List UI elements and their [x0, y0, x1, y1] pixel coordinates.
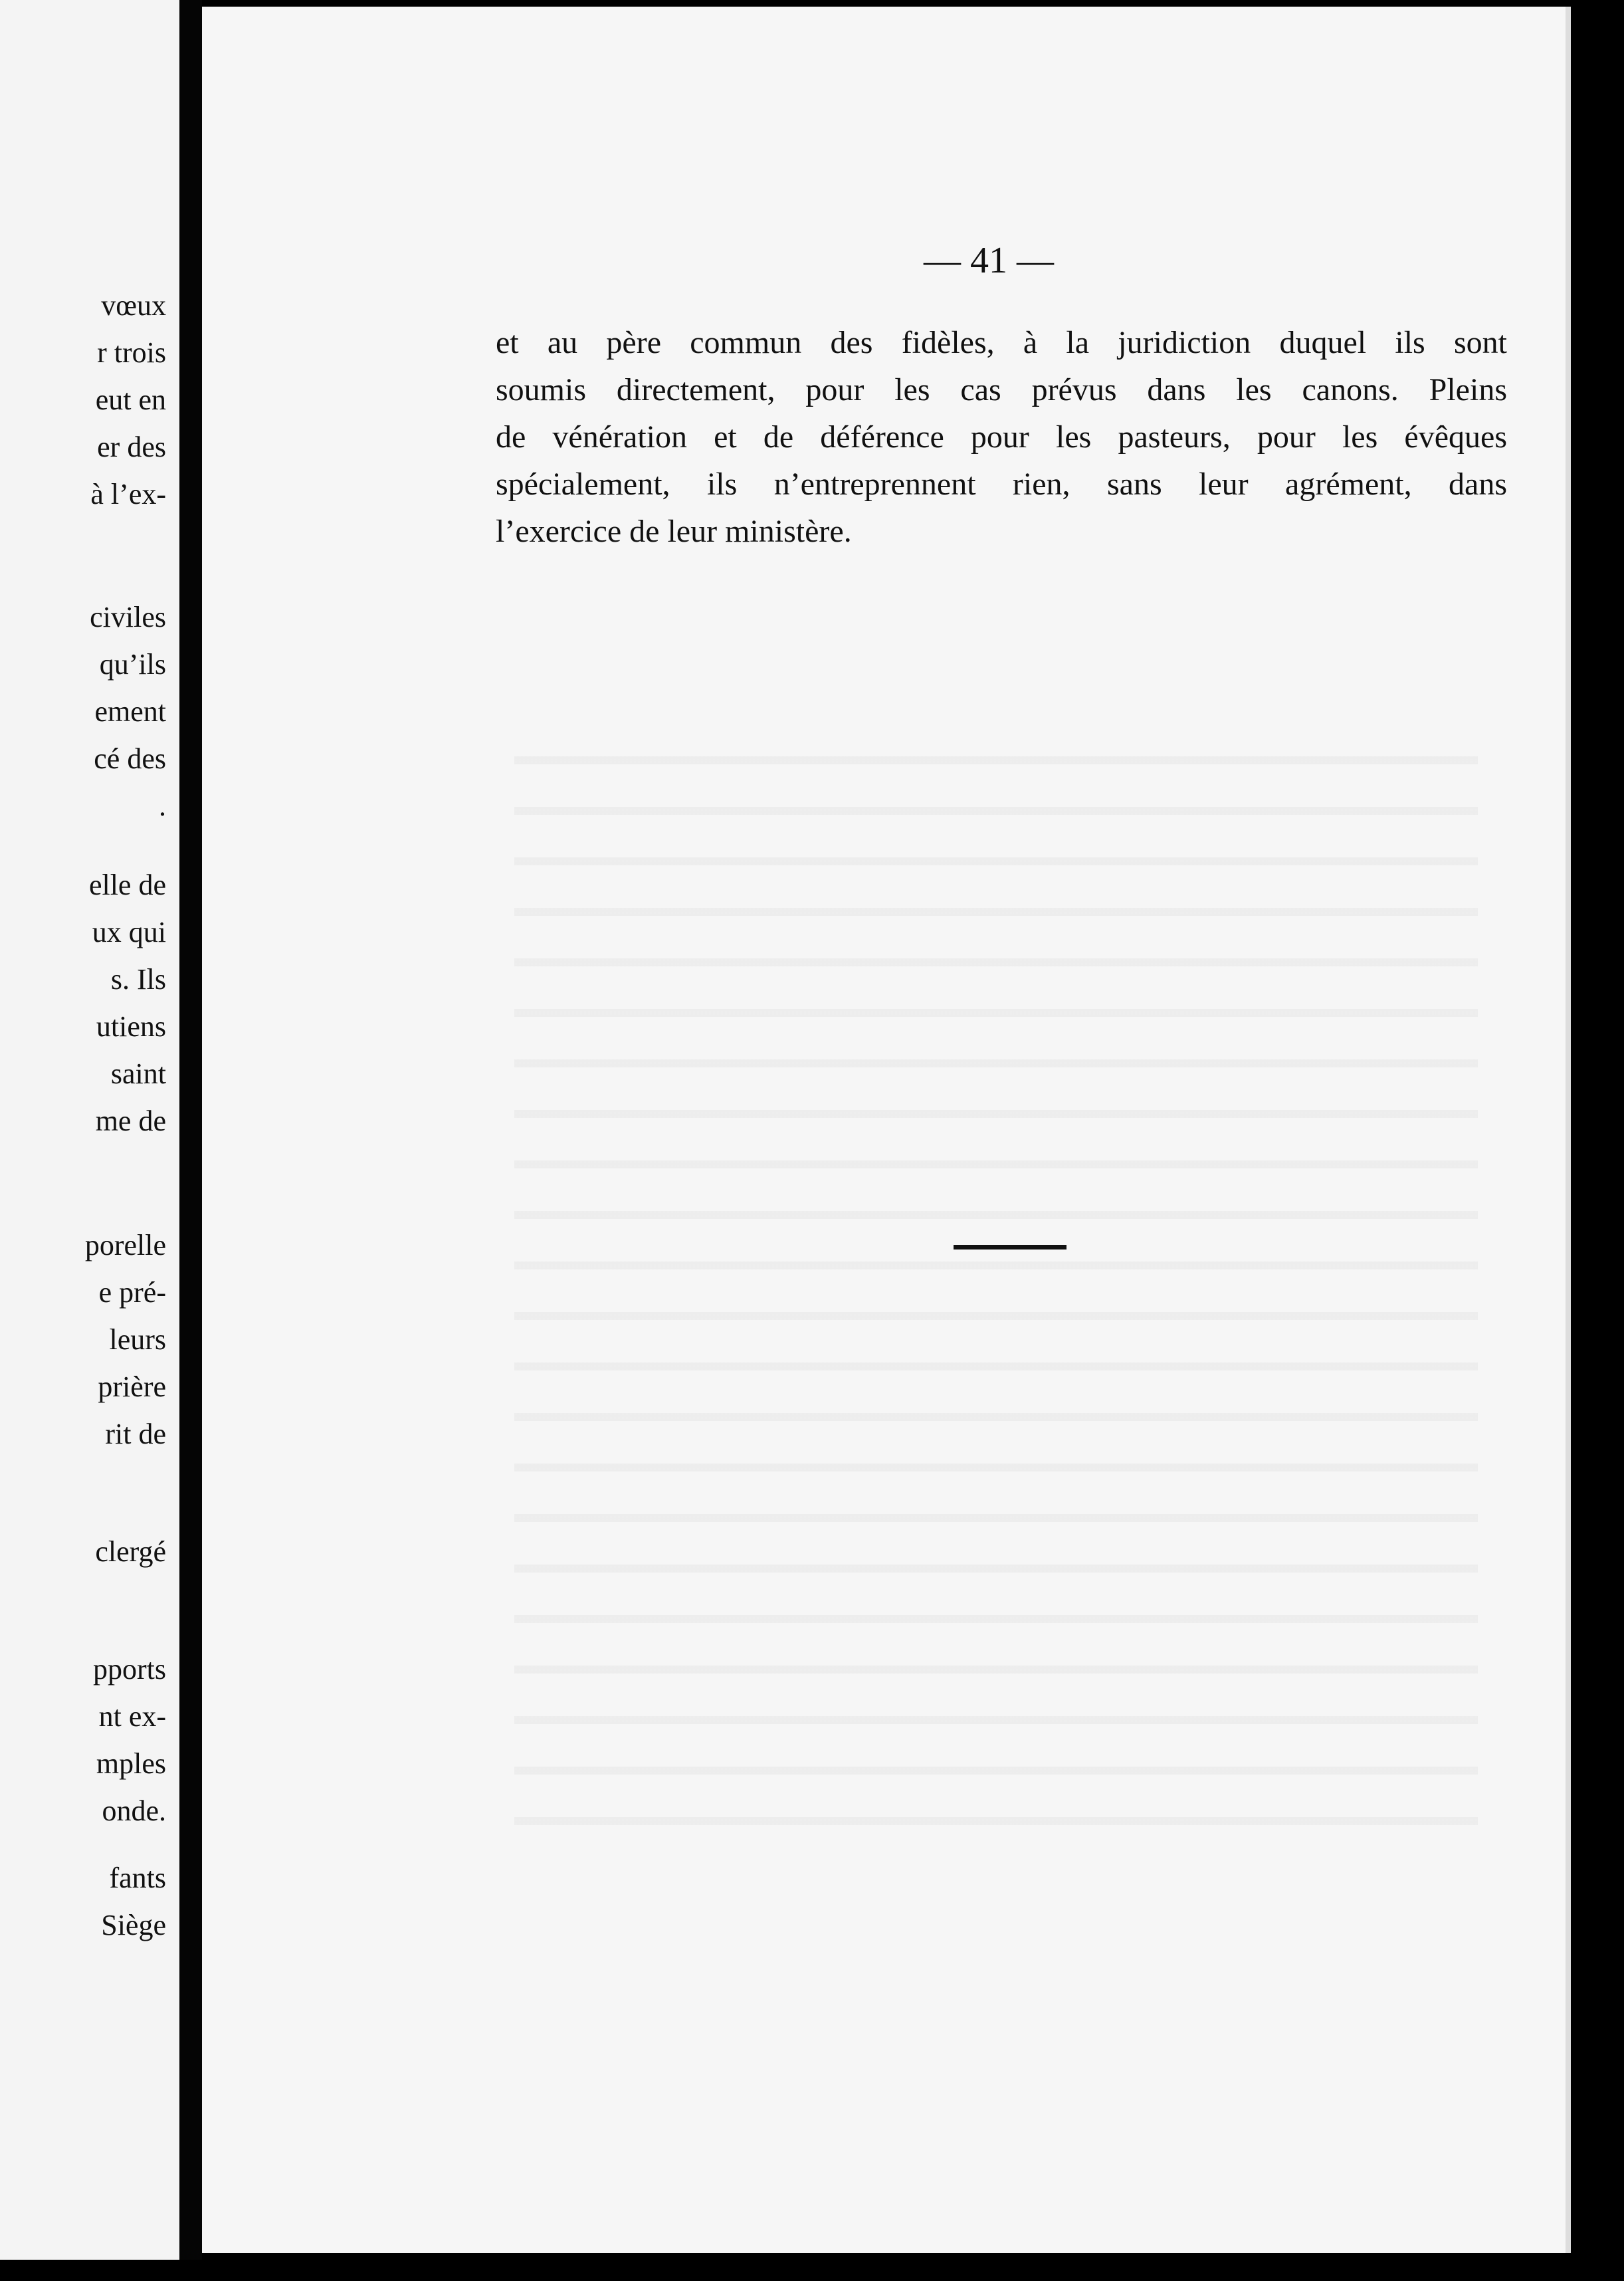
- page-number: — 41 —: [924, 240, 1054, 281]
- left-page-fragment: [0, 0, 179, 2260]
- left-line: prière: [98, 1370, 166, 1403]
- left-line: .: [159, 790, 166, 822]
- left-line: civiles: [90, 601, 166, 633]
- left-line: nt ex-: [98, 1700, 166, 1733]
- left-line: à l’ex-: [90, 478, 166, 510]
- paragraph-line: l’exercice de leur ministère.: [496, 514, 852, 549]
- paragraph-line: et au père commun des fidèles, à la juridiction duquel ils sont: [496, 325, 1507, 360]
- paragraph-line: spécialement, ils n’entreprennent rien, sans leur agrément, dans: [496, 467, 1507, 502]
- bleed-through-text: [514, 724, 1478, 1854]
- paragraph: [496, 319, 1507, 555]
- end-rule: [954, 1245, 1066, 1249]
- left-line: e pré-: [98, 1276, 166, 1309]
- left-line: s. Ils: [110, 963, 166, 996]
- left-line: elle de: [88, 869, 166, 901]
- scan-border: [0, 2260, 1624, 2281]
- left-line: pports: [93, 1653, 166, 1685]
- left-line: leurs: [109, 1323, 166, 1356]
- left-line: vœux: [101, 289, 166, 322]
- left-line: qu’ils: [99, 648, 166, 681]
- paragraph-line: de vénération et de déférence pour les pasteurs, pour les évêques: [496, 419, 1507, 455]
- left-line: fants: [109, 1862, 166, 1894]
- left-line: er des: [97, 431, 166, 463]
- left-line: utiens: [96, 1010, 166, 1043]
- left-line: onde.: [102, 1794, 166, 1827]
- left-line: cé des: [94, 742, 166, 775]
- left-line: ement: [94, 695, 166, 728]
- left-line: porelle: [84, 1229, 166, 1261]
- paragraph-line: soumis directement, pour les cas prévus dans les canons. Pleins: [496, 372, 1507, 407]
- left-line: eut en: [95, 383, 166, 416]
- left-line: ux qui: [92, 916, 166, 948]
- left-line: rit de: [105, 1418, 166, 1450]
- left-line: r trois: [97, 336, 166, 369]
- left-line: clergé: [95, 1535, 166, 1568]
- left-line: me de: [95, 1105, 166, 1137]
- book-gutter: [179, 0, 202, 2281]
- left-line: mples: [96, 1747, 166, 1780]
- left-line: Siège: [101, 1909, 166, 1941]
- right-page: [202, 7, 1571, 2253]
- left-line: saint: [110, 1057, 166, 1090]
